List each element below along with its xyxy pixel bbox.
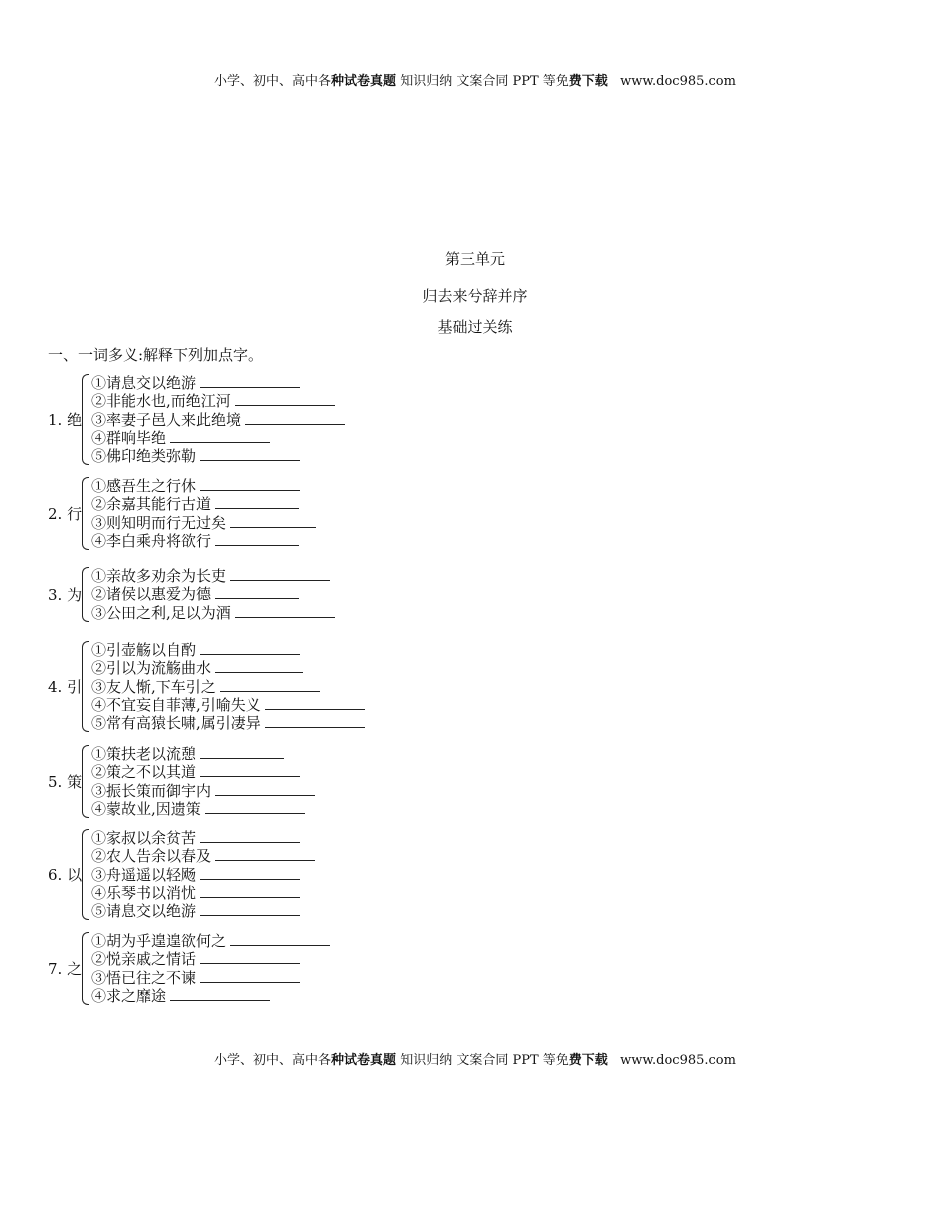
item-text: ④乐琴书以消忧 <box>91 883 197 902</box>
answer-blank[interactable] <box>205 800 305 814</box>
lesson-title: 归去来兮辞并序 <box>422 287 528 305</box>
item-text: ①引壶觞以自酌 <box>91 641 197 659</box>
item-text: ①感吾生之行休 <box>91 477 197 495</box>
item-text: ③公田之利,足以为酒 <box>91 603 231 622</box>
answer-blank[interactable] <box>200 641 300 655</box>
answer-blank[interactable] <box>215 659 303 673</box>
item-text: ④不宜妄自菲薄,引喻失义 <box>91 695 261 714</box>
answer-blank[interactable] <box>200 374 300 388</box>
list-item <box>91 585 335 603</box>
answer-blank[interactable] <box>215 585 299 599</box>
answer-blank[interactable] <box>230 567 330 581</box>
item-text: ④蒙故业,因遗策 <box>91 799 201 818</box>
list-item <box>91 950 330 968</box>
answer-blank[interactable] <box>215 495 299 509</box>
item-text: ③友人惭,下车引之 <box>91 677 216 696</box>
group-label: 7. 之 <box>48 960 83 979</box>
brace <box>82 932 89 1005</box>
list-item <box>91 567 335 585</box>
word-group <box>48 829 315 920</box>
answer-blank[interactable] <box>215 532 299 546</box>
list-item <box>91 514 316 532</box>
list-item <box>91 411 345 429</box>
header-text-bold: 种试卷真题 <box>331 74 397 89</box>
item-list <box>91 374 345 465</box>
brace <box>82 745 89 818</box>
answer-blank[interactable] <box>230 514 316 528</box>
item-text: ④求之靡途 <box>91 986 167 1005</box>
item-text: ③则知明而行无过矣 <box>91 513 227 532</box>
list-item <box>91 532 316 550</box>
item-text: ③振长策而御宇内 <box>91 781 212 800</box>
item-text: ②诸侯以惠爱为德 <box>91 585 212 604</box>
item-text: ①胡为乎遑遑欲何之 <box>91 932 227 950</box>
word-group <box>48 641 365 732</box>
answer-blank[interactable] <box>265 714 365 728</box>
group-label: 3. 为 <box>48 585 83 604</box>
brace <box>82 374 89 465</box>
answer-blank[interactable] <box>200 950 300 964</box>
answer-blank[interactable] <box>200 745 284 759</box>
list-item <box>91 847 315 865</box>
item-text: ②余嘉其能行古道 <box>91 495 212 514</box>
list-item <box>91 374 345 392</box>
group-label: 5. 策 <box>48 773 83 792</box>
list-item <box>91 745 315 763</box>
answer-blank[interactable] <box>220 678 320 692</box>
list-item <box>91 477 316 495</box>
item-text: ①策扶老以流憩 <box>91 745 197 763</box>
footer-text-bold: 种试卷真题 <box>331 1053 397 1068</box>
header-url: www.doc985.com <box>607 74 736 89</box>
list-item <box>91 495 316 513</box>
item-list <box>91 829 315 920</box>
answer-blank[interactable] <box>265 696 365 710</box>
item-list <box>91 641 365 732</box>
answer-blank[interactable] <box>200 763 300 777</box>
list-item <box>91 782 315 800</box>
answer-blank[interactable] <box>215 847 315 861</box>
group-label: 4. 引 <box>48 678 83 697</box>
answer-blank[interactable] <box>245 411 345 425</box>
list-item <box>91 696 365 714</box>
list-item <box>91 969 330 987</box>
unit-title: 第三单元 <box>444 250 505 268</box>
item-text: ②策之不以其道 <box>91 763 197 782</box>
footer-text: 知识归纳 文案合同 PPT 等免 <box>396 1053 569 1068</box>
group-label: 1. 绝 <box>48 411 83 430</box>
item-text: ⑤佛印绝类弥勒 <box>91 447 197 466</box>
answer-blank[interactable] <box>200 866 300 880</box>
item-list <box>91 932 330 1005</box>
word-group <box>48 745 315 818</box>
footer-text: 小学、初中、高中各 <box>214 1053 332 1068</box>
footer-text-bold: 费下载 <box>568 1053 608 1068</box>
word-group <box>48 477 316 550</box>
list-item <box>91 902 315 920</box>
answer-blank[interactable] <box>200 969 300 983</box>
word-group <box>48 567 335 622</box>
list-item <box>91 829 315 847</box>
item-text: ①请息交以绝游 <box>91 374 197 392</box>
item-text: ②农人告余以春及 <box>91 847 212 866</box>
brace <box>82 641 89 732</box>
answer-blank[interactable] <box>200 447 300 461</box>
item-text: ②悦亲戚之情话 <box>91 950 197 969</box>
list-item <box>91 800 315 818</box>
item-text: ④群响毕绝 <box>91 428 167 447</box>
answer-blank[interactable] <box>200 884 300 898</box>
list-item <box>91 392 345 410</box>
item-text: ⑤请息交以绝游 <box>91 902 197 921</box>
list-item <box>91 884 315 902</box>
answer-blank[interactable] <box>230 932 330 946</box>
answer-blank[interactable] <box>170 987 270 1001</box>
answer-blank[interactable] <box>200 829 300 843</box>
footer-url: www.doc985.com <box>607 1053 736 1068</box>
answer-blank[interactable] <box>215 782 315 796</box>
item-text: ①家叔以余贫苦 <box>91 829 197 847</box>
page-footer <box>0 1049 950 1068</box>
list-item <box>91 447 345 465</box>
group-label: 2. 行 <box>48 505 83 524</box>
item-list <box>91 745 315 818</box>
header-text: 小学、初中、高中各 <box>214 74 332 89</box>
answer-blank[interactable] <box>235 604 335 618</box>
list-item <box>91 678 365 696</box>
section-heading: 一、一词多义:解释下列加点字。 <box>48 346 264 364</box>
list-item <box>91 659 365 677</box>
list-item <box>91 714 365 732</box>
item-text: ③率妻子邑人来此绝境 <box>91 410 242 429</box>
item-text: ①亲故多劝余为长吏 <box>91 567 227 585</box>
answer-blank[interactable] <box>200 902 300 916</box>
list-item <box>91 604 335 622</box>
brace <box>82 477 89 550</box>
item-text: ③悟已往之不谏 <box>91 968 197 987</box>
list-item <box>91 429 345 447</box>
list-item <box>91 763 315 781</box>
item-text: ④李白乘舟将欲行 <box>91 531 212 550</box>
answer-blank[interactable] <box>200 477 300 491</box>
list-item <box>91 866 315 884</box>
page-header <box>0 70 950 89</box>
answer-blank[interactable] <box>235 392 335 406</box>
word-group <box>48 374 345 465</box>
item-text: ②引以为流觞曲水 <box>91 659 212 678</box>
brace <box>82 567 89 622</box>
item-text: ③舟遥遥以轻飏 <box>91 865 197 884</box>
list-item <box>91 641 365 659</box>
practice-title: 基础过关练 <box>437 318 513 336</box>
group-label: 6. 以 <box>48 866 83 885</box>
word-group <box>48 932 330 1005</box>
item-list <box>91 477 316 550</box>
list-item <box>91 987 330 1005</box>
list-item <box>91 932 330 950</box>
header-text: 知识归纳 文案合同 PPT 等免 <box>396 74 569 89</box>
item-text: ②非能水也,而绝江河 <box>91 392 231 411</box>
header-text-bold: 费下载 <box>568 74 608 89</box>
brace <box>82 829 89 920</box>
item-list <box>91 567 335 622</box>
item-text: ⑤常有高猿长啸,属引凄异 <box>91 714 261 733</box>
answer-blank[interactable] <box>170 429 270 443</box>
